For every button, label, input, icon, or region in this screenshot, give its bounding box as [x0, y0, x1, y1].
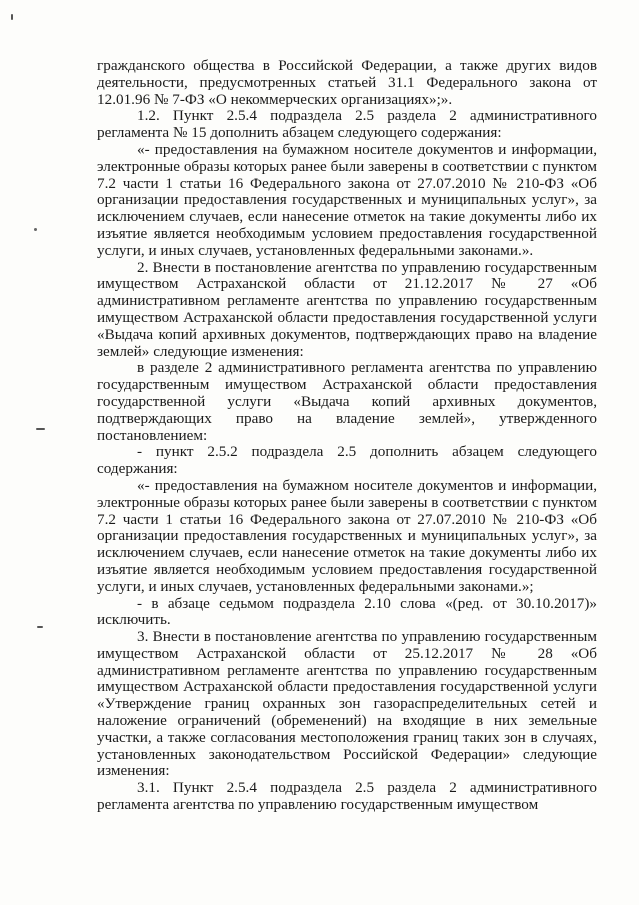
paragraph-quote-2: «- предоставления на бумажном носителе документов и информации, электронные образы которых ранее были заверены в соответствии с пунктом 7.2 части 1 статьи 16 Федерального закона от 27.07.2010 № 210-ФЗ «Об организации предоставления государственных и муниципальных услуг», за исключением случаев, если нанесение отметок на такие документы либо их изъятие является необходимым условием предоставления государственной услуги, и иных случаев, установленных федеральными законами.»;: [97, 476, 597, 595]
scan-mark: [37, 626, 43, 628]
document-body: [97, 58, 597, 814]
scan-mark: [11, 14, 13, 20]
paragraph-1-2: 1.2. Пункт 2.5.4 подраздела 2.5 раздела 2 административного регламента № 15 дополнить абзацем следующего содержания:: [97, 107, 597, 142]
paragraph-3: 3. Внести в постановление агентства по управлению государственным имуществом Астраханской области от 25.12.2017 № 28 «Об административном регламенте агентства по управлению государственным имуществом Астраханской области предоставления государственной услуги «Утверждение границ охранных зон газораспределительных сетей и наложение ограничений (обременений) на входящие в них земельные участки, а также согласования местоположения границ таких зон в случаях, установленных законодательством Российской Федерации» следующие изменения:: [97, 628, 597, 780]
paragraph-2-section: в разделе 2 административного регламента агентства по управлению государственным имуществом Астраханской области предоставления государственной услуги «Выдача копий архивных документов, подтверждающих право на владение землей», утвержденного постановлением:: [97, 359, 597, 444]
paragraph-3-1: 3.1. Пункт 2.5.4 подраздела 2.5 раздела 2 административного регламента агентства по управлению государственным имуществом: [97, 779, 597, 814]
paragraph-2-item-1: - пункт 2.5.2 подраздела 2.5 дополнить абзацем следующего содержания:: [97, 443, 597, 478]
paragraph-2-item-2: - в абзаце седьмом подраздела 2.10 слова «(ред. от 30.10.2017)» исключить.: [97, 594, 597, 629]
paragraph-2: 2. Внести в постановление агентства по управлению государственным имуществом Астраханской области от 21.12.2017 № 27 «Об административном регламенте агентства по управлению государственным имуществом Астраханской области предоставления государственной услуги «Выдача копий архивных документов, подтверждающих право на владение землей» следующие изменения:: [97, 258, 597, 360]
paragraph-quote-1: «- предоставления на бумажном носителе документов и информации, электронные образы которых ранее были заверены в соответствии с пунктом 7.2 части 1 статьи 16 Федерального закона от 27.07.2010 № 210-ФЗ «Об организации предоставления государственных и муниципальных услуг», за исключением случаев, если нанесение отметок на такие документы либо их изъятие является необходимым условием предоставления государственной услуги, и иных случаев, установленных федеральными законами.».: [97, 140, 597, 259]
scan-mark: [36, 428, 45, 430]
paragraph-continuation: гражданского общества в Российской Федерации, а также других видов деятельности, предусмотренных статьей 31.1 Федерального закона от 12.01.96 № 7-ФЗ «О некоммерческих организациях»;».: [97, 57, 597, 108]
scan-dot: [34, 228, 37, 231]
